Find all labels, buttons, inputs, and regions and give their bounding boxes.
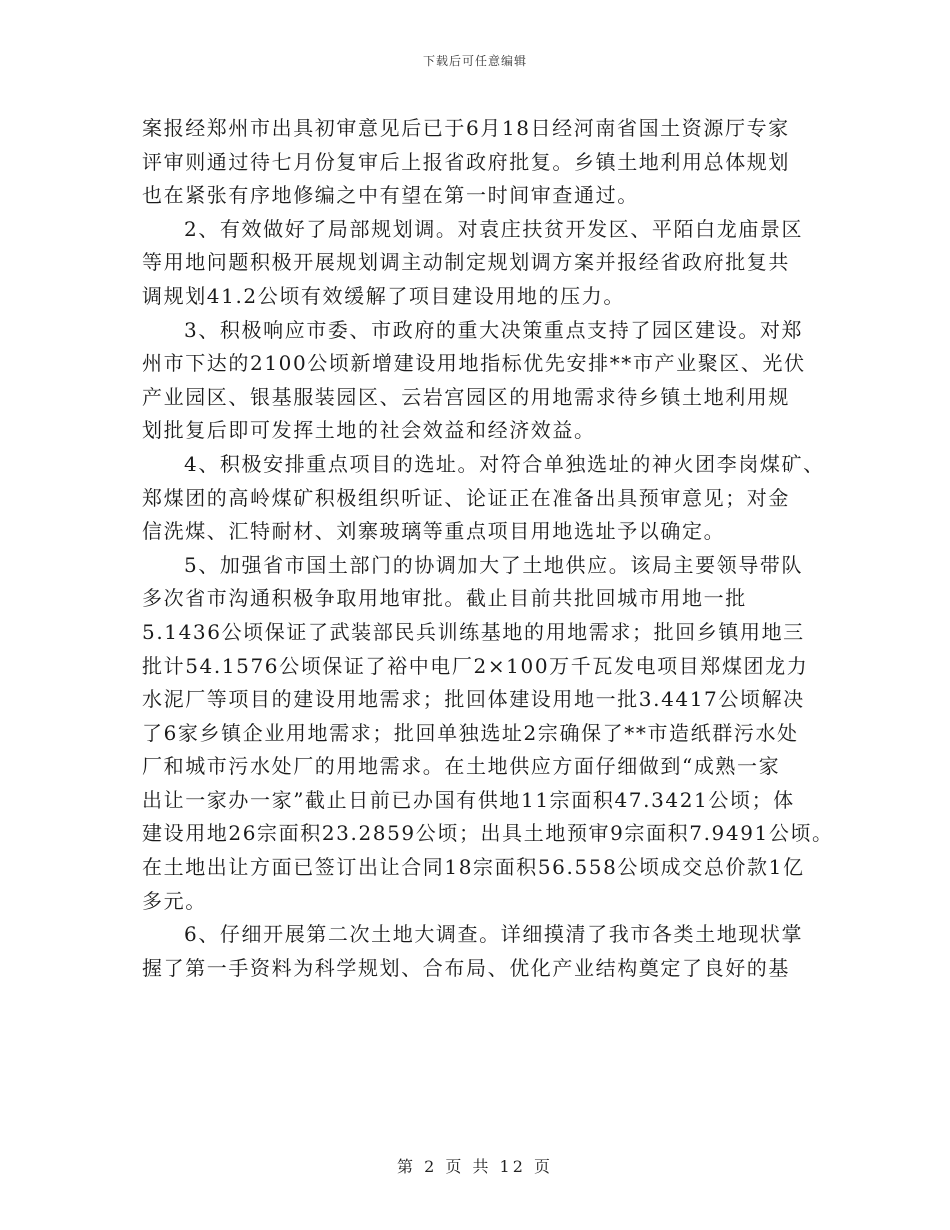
text-line: 水泥厂等项目的建设用地需求；批回体建设用地一批3.4417公顷解决: [142, 687, 805, 712]
text-line: 出让一家办一家”截止日前已办国有供地11宗面积47.3421公顷；体: [142, 787, 795, 812]
text-line: 了6家乡镇企业用地需求；批回单独选址2宗确保了**市造纸群污水处: [142, 720, 799, 745]
document-body: [142, 112, 834, 985]
text-line: 也在紧张有序地修编之中有望在第一时间审查通过。: [142, 183, 639, 208]
text-line: 建设用地26宗面积23.2859公顷；出具土地预审9宗面积7.9491公顷。: [142, 821, 834, 846]
text-line: 6、仔细开展第二次土地大调查。详细摸清了我市各类土地现状掌: [184, 922, 804, 947]
text-line: 州市下达的2100公顷新增建设用地指标优先安排**市产业聚区、光伏: [142, 351, 806, 376]
text-line: 调规划41.2公顷有效缓解了项目建设用地的压力。: [142, 283, 625, 308]
text-line: 多元。: [142, 888, 207, 913]
text-line: 评审则通过待七月份复审后上报省政府批复。乡镇土地利用总体规划: [142, 149, 790, 174]
page-header: 下载后可任意编辑: [422, 54, 527, 68]
text-line: 批计54.1576公顷保证了裕中电厂2×100万千瓦发电项目郑煤团龙力: [142, 653, 809, 678]
text-line: 握了第一手资料为科学规划、合布局、优化产业结构奠定了良好的基: [142, 955, 790, 980]
text-line: 郑煤团的高岭煤矿积极组织听证、论证正在准备出具预审意见；对金: [142, 485, 790, 510]
text-line: 等用地问题积极开展规划调主动制定规划调方案并报经省政府批复共: [142, 250, 790, 275]
text-line: 厂和城市污水处厂的用地需求。在土地供应方面仔细做到“成熟一家: [142, 754, 781, 779]
text-line: 案报经郑州市出具初审意见后已于6月18日经河南省国土资源厅专家: [142, 116, 790, 140]
text-line: 4、积极安排重点项目的选址。对符合单独选址的神火团李岗煤矿、: [184, 451, 825, 476]
text-line: 产业园区、银基服装园区、云岩宫园区的用地需求待乡镇土地利用规: [142, 384, 790, 409]
text-line: 划批复后即可发挥土地的社会效益和经济效益。: [142, 418, 596, 443]
text-line: 2、有效做好了局部规划调。对袁庄扶贫开发区、平陌白龙庙景区: [184, 216, 804, 241]
page-footer: 第 2 页 共 12 页: [397, 1157, 553, 1176]
text-line: 信洗煤、汇特耐材、刘寨玻璃等重点项目用地选址予以确定。: [142, 519, 726, 544]
text-line: 5、加强省市国土部门的协调加大了土地供应。该局主要领导带队: [184, 552, 804, 577]
text-line: 3、积极响应市委、市政府的重大决策重点支持了园区建设。对郑: [184, 317, 804, 342]
text-line: 多次省市沟通积极争取用地审批。截止目前共批回城市用地一批: [142, 586, 747, 611]
text-line: 5.1436公顷保证了武装部民兵训练基地的用地需求；批回乡镇用地三: [142, 619, 805, 644]
text-line: 在土地出让方面已签订出让合同18宗面积56.558公顷成交总价款1亿: [142, 855, 805, 880]
